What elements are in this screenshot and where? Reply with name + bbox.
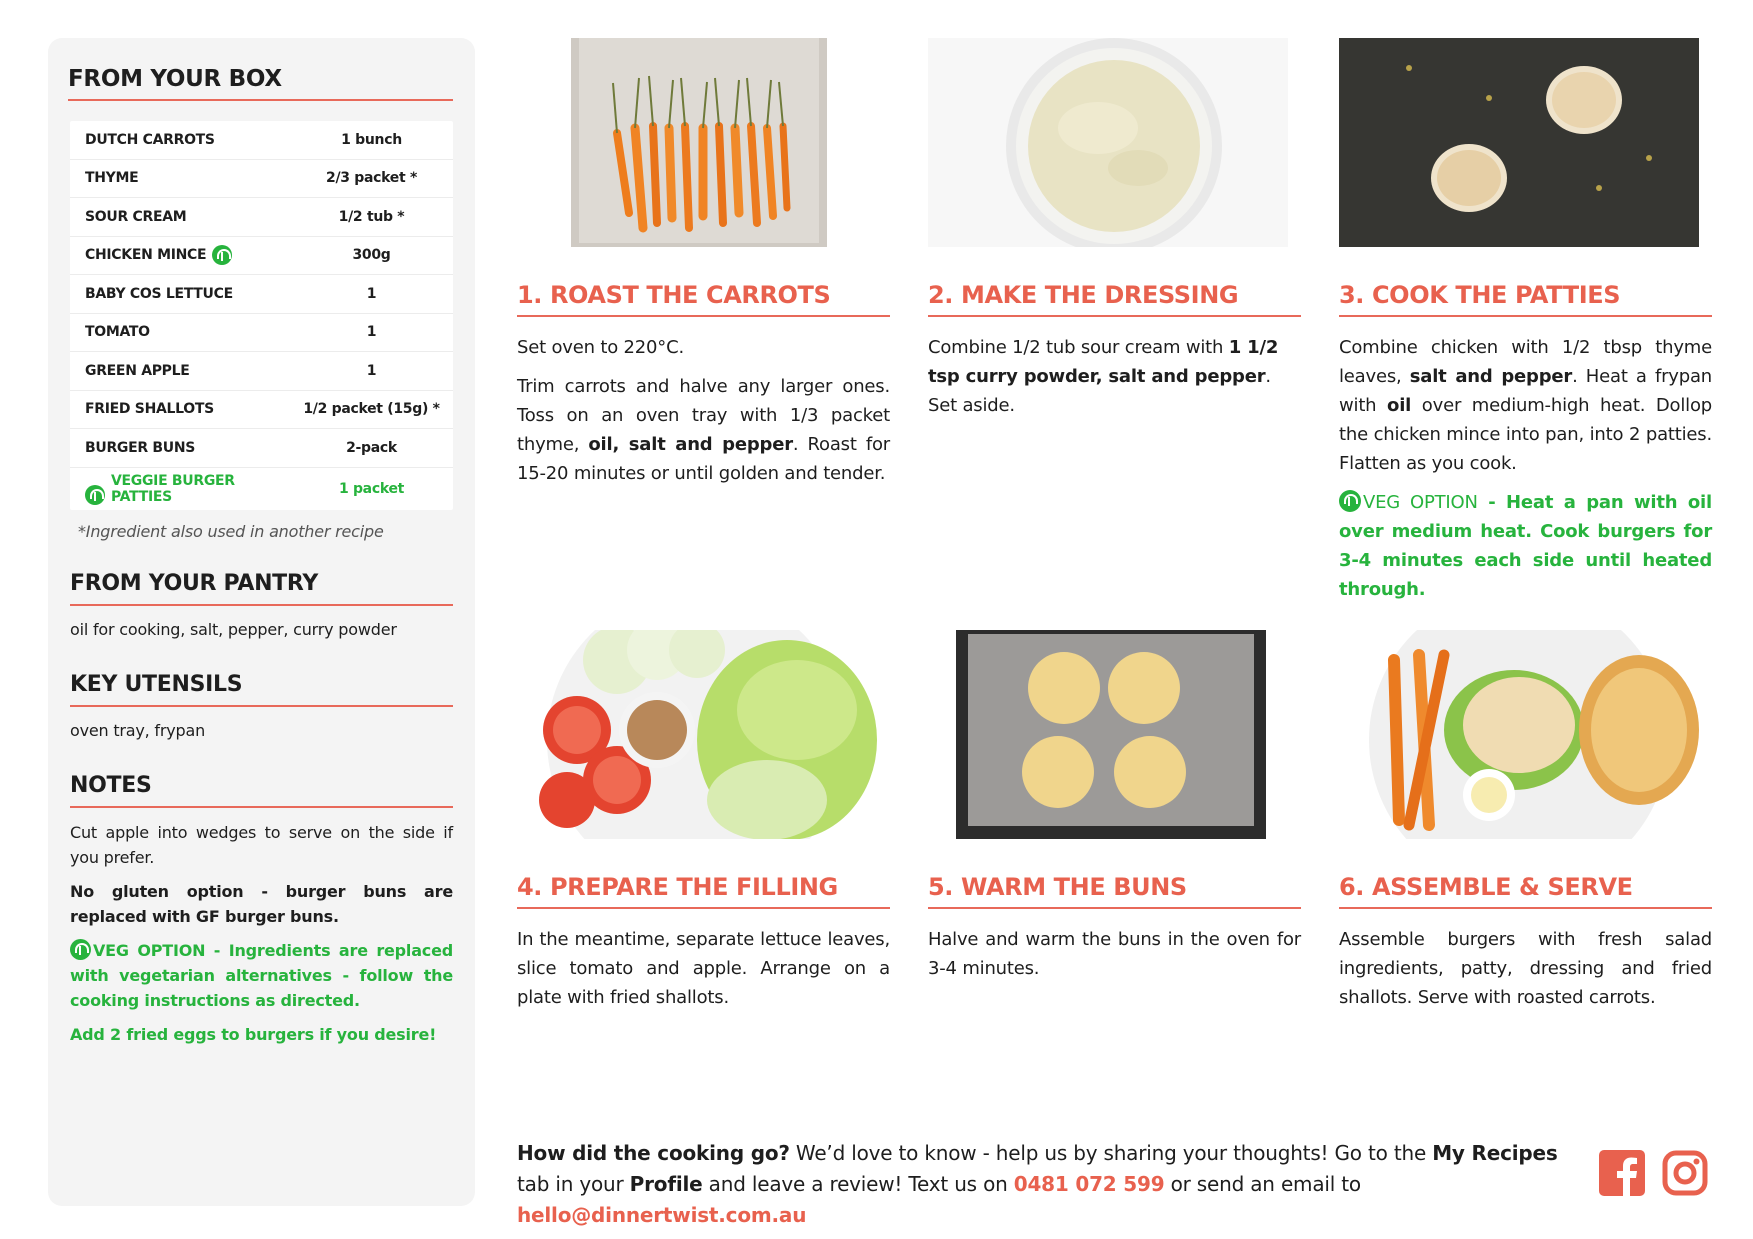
ingredient-row (70, 160, 453, 199)
text-bold: salt and pepper (1409, 366, 1573, 387)
patties-pan-photo (1339, 38, 1712, 247)
note-veg-text: VEG OPTION - Ingredients are replaced with vegetarian alternatives - follow the cooking instructions as directed. (70, 940, 453, 1010)
ingredient-qty: 1 (366, 324, 377, 341)
veg-label: VEG OPTION (1363, 492, 1478, 513)
ingredient-name: SOUR CREAM (85, 208, 187, 225)
ingredient-qty: 1 packet (338, 480, 405, 497)
text-run: or send an email to (1164, 1172, 1361, 1196)
email-link[interactable]: hello@dinnertwist.com.au (517, 1203, 807, 1227)
veg-option-text (1339, 488, 1712, 604)
ingredient-name: GREEN APPLE (85, 362, 190, 379)
step-text: Assemble burgers with fresh salad ingredients, patty, dressing and fried shallots. Serve with roasted carrots. (1339, 929, 1712, 1008)
step-title: 2. MAKE THE DRESSING (928, 281, 1301, 317)
text-run: . Set aside. (928, 366, 1271, 416)
my-recipes-label: My Recipes (1432, 1141, 1558, 1165)
ingredient-name: DUTCH CARROTS (85, 131, 215, 148)
phone-link[interactable]: 0481 072 599 (1013, 1172, 1165, 1196)
ingredient-footnote: *Ingredient also used in another recipe (78, 521, 384, 541)
ingredient-table (70, 121, 453, 510)
notes-heading: NOTES (70, 773, 453, 808)
ingredient-name: BURGER BUNS (85, 439, 196, 456)
step-6 (1339, 630, 1712, 1012)
ingredient-name: THYME (85, 170, 139, 187)
step-text: Set oven to 220°C. (517, 337, 684, 358)
ingredient-row (70, 275, 453, 314)
ingredient-qty: 1/2 packet (15g) * (303, 401, 440, 418)
ingredient-qty: 2/3 packet * (326, 170, 417, 187)
buns-tray-photo (928, 630, 1301, 839)
step-body (928, 333, 1301, 420)
ingredient-qty: 2-pack (346, 439, 397, 456)
step-2 (928, 38, 1301, 420)
ingredient-qty: 300g (352, 247, 391, 264)
ingredient-name-with-icon (70, 473, 290, 505)
step-text: Halve and warm the buns in the oven for 3-4 minutes. (928, 929, 1301, 979)
filling-plate-photo (517, 630, 890, 839)
ingredient-name: CHICKEN MINCE (85, 247, 207, 264)
leaf-icon (212, 245, 232, 265)
text-bold: 1 1/2 tsp curry powder, salt and pepper (928, 337, 1279, 387)
step-body (517, 925, 890, 1012)
dressing-photo (928, 38, 1301, 247)
step-text (517, 372, 890, 488)
text-run: Trim carrots and halve any larger ones. Toss on an oven tray with 1/3 packet thyme, (517, 376, 890, 455)
footer-question: How did the cooking go? (517, 1141, 790, 1165)
instagram-icon[interactable] (1662, 1150, 1708, 1196)
burger-plate-photo (1339, 630, 1712, 839)
ingredient-row (70, 391, 453, 430)
step-body (928, 925, 1301, 983)
step-text: In the meantime, separate lettuce leaves, slice tomato and apple. Arrange on a plate with fried shallots. (517, 929, 890, 1008)
ingredient-row-veg (70, 468, 453, 510)
step-title: 4. PREPARE THE FILLING (517, 873, 890, 909)
step-title: 5. WARM THE BUNS (928, 873, 1301, 909)
note-apple: Cut apple into wedges to serve on the side if you prefer. (70, 822, 453, 867)
utensils-section (70, 672, 453, 743)
ingredient-qty: 1 (366, 285, 377, 302)
ingredient-row (70, 121, 453, 160)
step-4 (517, 630, 890, 1012)
step-5 (928, 630, 1301, 983)
ingredient-name: BABY COS LETTUCE (85, 285, 233, 302)
notes-section (70, 773, 453, 1047)
text-run: over medium-high heat. Dollop the chicken mince into pan, into 2 patties. Flatten as you cook. (1339, 395, 1712, 474)
note-veg (70, 938, 453, 1013)
utensils-text: oven tray, frypan (70, 720, 206, 740)
ingredient-name: FRIED SHALLOTS (85, 401, 214, 418)
text-run: . Heat a frypan with (1339, 366, 1712, 416)
step-title: 1. ROAST THE CARROTS (517, 281, 890, 317)
box-heading: FROM YOUR BOX (68, 66, 453, 101)
text-run: Combine chicken with 1/2 tbsp thyme leaves, (1339, 337, 1712, 387)
step-body (1339, 333, 1712, 604)
note-eggs: Add 2 fried eggs to burgers if you desire! (70, 1024, 437, 1044)
ingredient-row (70, 237, 453, 276)
step-title: 3. COOK THE PATTIES (1339, 281, 1712, 317)
leaf-icon (85, 485, 105, 505)
utensils-heading: KEY UTENSILS (70, 672, 453, 707)
step-title: 6. ASSEMBLE & SERVE (1339, 873, 1712, 909)
step-text (1339, 333, 1712, 478)
text-run: We’d love to know - help us by sharing your thoughts! Go to the (789, 1141, 1433, 1165)
step-body (517, 333, 890, 488)
note-gluten: No gluten option - burger buns are replaced with GF burger buns. (70, 881, 453, 926)
pantry-heading: FROM YOUR PANTRY (70, 571, 453, 606)
text-run: . Roast for 15-20 minutes or until golden and tender. (517, 434, 890, 484)
review-footer (517, 1138, 1577, 1231)
ingredient-row (70, 314, 453, 353)
roasted-carrots-photo (517, 38, 890, 247)
ingredient-row (70, 352, 453, 391)
text-bold: oil, salt and pepper (588, 434, 793, 455)
facebook-icon[interactable] (1599, 1150, 1645, 1196)
ingredient-name-with-icon (70, 245, 290, 265)
ingredient-row (70, 198, 453, 237)
step-1 (517, 38, 890, 488)
text-run: and leave a review! Text us on (702, 1172, 1014, 1196)
ingredients-panel (48, 38, 475, 1206)
text-bold: oil (1387, 395, 1412, 416)
ingredient-row (70, 429, 453, 468)
ingredient-qty: 1 bunch (341, 131, 402, 148)
pantry-text: oil for cooking, salt, pepper, curry powder (70, 619, 397, 639)
leaf-icon (1339, 490, 1361, 512)
profile-label: Profile (629, 1172, 703, 1196)
text-run: Combine 1/2 tub sour cream with (928, 337, 1229, 358)
ingredient-qty: 1/2 tub * (338, 208, 405, 225)
veg-text: - Heat a pan with oil over medium heat. Cook burgers for 3-4 minutes each side until heated through. (1339, 492, 1712, 600)
social-links (1599, 1150, 1708, 1196)
pantry-section (70, 571, 453, 642)
step-body (1339, 925, 1712, 1012)
ingredient-name: VEGGIE BURGER PATTIES (111, 472, 235, 505)
text-run: tab in your (517, 1172, 630, 1196)
leaf-icon (70, 939, 91, 960)
ingredient-name: TOMATO (85, 324, 150, 341)
step-text (928, 333, 1301, 420)
step-3 (1339, 38, 1712, 604)
ingredient-qty: 1 (366, 362, 377, 379)
